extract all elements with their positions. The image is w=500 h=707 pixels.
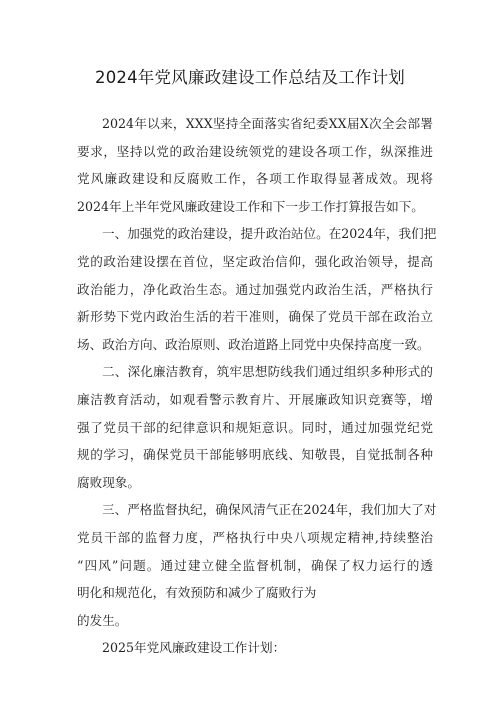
paragraph-line: 党风廉政建设和反腐败工作，各项工作取得显著成效。现将 bbox=[77, 171, 433, 187]
paragraph-line: 三、严格监督执纪，确保风清气正在2024年，我们加大了对 bbox=[102, 502, 437, 518]
paragraph-section-2 bbox=[77, 358, 433, 496]
plan-heading: 2025年党风廉政建设工作计划： bbox=[102, 640, 286, 656]
paragraph-line: 新形势下党内政治生活的若干准则，确保了党员干部在政治立 bbox=[77, 309, 433, 325]
paragraph-intro bbox=[77, 110, 433, 220]
paragraph-line: 腐败现象。 bbox=[77, 474, 140, 490]
paragraph-line: 2024年上半年党风廉政建设工作和下一步工作打算报告如下。 bbox=[77, 198, 424, 214]
paragraph-line: 的发生。 bbox=[77, 612, 128, 628]
paragraph-line: 2024年以来，XXX坚持全面落实省纪委XX届X次全会部署 bbox=[102, 116, 433, 131]
paragraph-line: 廉洁教育活动，如观看警示教育片、开展廉政知识竞赛等，增 bbox=[77, 391, 433, 407]
document-body bbox=[77, 110, 437, 662]
paragraph-line: “四风”问题。通过建立健全监督机制，确保了权力运行的透 bbox=[77, 557, 433, 573]
paragraph-section-3 bbox=[77, 496, 437, 634]
document-title: 2024年党风廉政建设工作总结及工作计划 bbox=[95, 68, 405, 87]
paragraph-line: 党员干部的监督力度，严格执行中央八项规定精神,持续整治 bbox=[77, 529, 433, 545]
paragraph-section-1 bbox=[77, 220, 437, 358]
paragraph-line: 二、深化廉洁教育，筑牢思想防线我们通过组织多种形式的 bbox=[102, 364, 433, 380]
paragraph-line: 要求，坚持以党的政治建设统领党的建设各项工作，纵深推进 bbox=[77, 143, 433, 159]
paragraph-line: 规的学习，确保党员干部能够明底线、知敬畏，自觉抵制各种 bbox=[77, 447, 433, 463]
paragraph-line: 一、加强党的政治建设，提升政治站位。在2024年，我们把 bbox=[102, 226, 437, 242]
paragraph-line: 明化和规范化，有效预防和减少了腐败行为 bbox=[77, 585, 317, 601]
paragraph-plan-heading bbox=[77, 634, 433, 662]
paragraph-line: 党的政治建设摆在首位，坚定政治信仰，强化政治领导，提高 bbox=[77, 253, 433, 269]
paragraph-line: 政治能力，净化政治生态。通过加强党内政治生活，严格执行 bbox=[77, 281, 433, 297]
paragraph-line: 强了党员干部的纪律意识和规矩意识。同时，通过加强党纪党 bbox=[77, 419, 433, 435]
paragraph-line: 场、政治方向、政治原则、政治道路上同党中央保持高度一致。 bbox=[77, 336, 430, 352]
